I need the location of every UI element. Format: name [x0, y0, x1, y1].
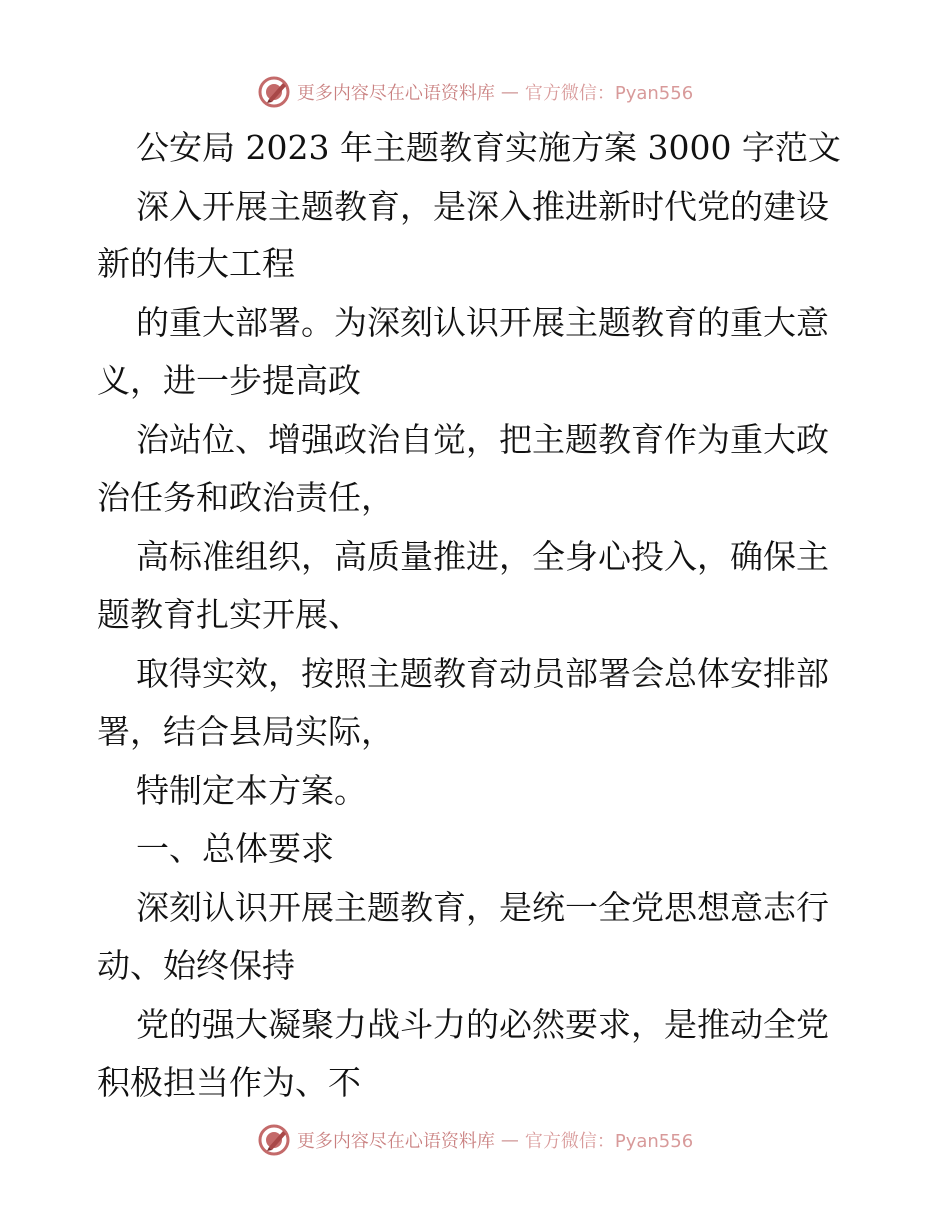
paragraph-line: 题教育扎实开展、 — [97, 595, 361, 634]
section-heading: 一、总体要求 — [136, 829, 334, 868]
paragraph-line: 的重大部署。为深刻认识开展主题教育的重大意 — [136, 303, 829, 342]
paragraph-line: 积极担当作为、不 — [97, 1063, 361, 1102]
paragraph-line: 高标准组织，高质量推进，全身心投入，确保主 — [136, 537, 829, 576]
document-title: 公安局 2023 年主题教育实施方案 3000 字范文 — [136, 128, 841, 167]
paragraph-line: 新的伟大工程 — [97, 244, 295, 283]
paragraph-line: 深刻认识开展主题教育，是统一全党思想意志行 — [136, 888, 829, 927]
paragraph-line: 义，进一步提高政 — [97, 361, 361, 400]
paragraph-line: 党的强大凝聚力战斗力的必然要求，是推动全党 — [136, 1005, 829, 1044]
watermark-main-text: 更多内容尽在心语资料库 — [296, 1131, 495, 1152]
watermark-separator: — — [500, 1129, 519, 1151]
paragraph-line: 取得实效，按照主题教育动员部署会总体安排部 — [136, 654, 829, 693]
paragraph-line: 特制定本方案。 — [136, 771, 367, 810]
watermark-main-text: 更多内容尽在心语资料库 — [296, 83, 495, 104]
watermark-footer — [0, 1120, 950, 1160]
red-pen-seal-icon — [257, 1123, 291, 1157]
paragraph-line: 署，结合县局实际， — [97, 712, 394, 751]
watermark-contact: 官方微信：Pyan556 — [524, 83, 694, 104]
watermark-contact: 官方微信：Pyan556 — [524, 1131, 694, 1152]
paragraph-line: 治站位、增强政治自觉，把主题教育作为重大政 — [136, 420, 829, 459]
paragraph-line: 深入开展主题教育，是深入推进新时代党的建设 — [136, 187, 829, 226]
watermark-separator: — — [500, 81, 519, 103]
paragraph-line: 治任务和政治责任， — [97, 478, 394, 517]
paragraph-line: 动、始终保持 — [97, 946, 295, 985]
